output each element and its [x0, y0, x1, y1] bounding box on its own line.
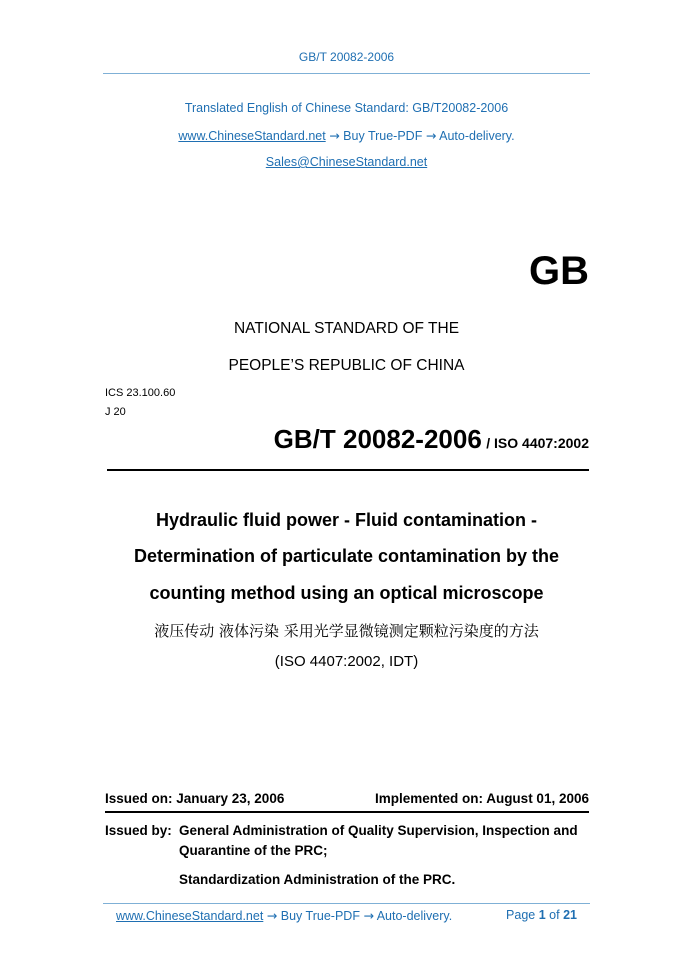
- issuer-label: Issued by:: [105, 823, 172, 838]
- iso-equivalence: (ISO 4407:2002, IDT): [274, 653, 419, 670]
- header-divider: [103, 73, 590, 74]
- page-number: 1: [538, 908, 546, 922]
- footer-delivery-text: Auto-delivery.: [376, 909, 453, 923]
- footer-divider: [103, 903, 590, 904]
- issuer-line-1: General Administration of Quality Supervision, Inspection and: [179, 823, 578, 838]
- standard-number-row: [274, 424, 589, 455]
- issued-date: Issued on: January 23, 2006: [105, 791, 285, 806]
- of-label: of: [549, 908, 560, 922]
- gb-logo: GB: [529, 249, 589, 293]
- issuer-line-2: Quarantine of the PRC;: [179, 843, 328, 858]
- national-line-1: NATIONAL STANDARD OF THE: [233, 320, 460, 337]
- doc-title-line-3: counting method using an optical microscope: [149, 583, 544, 603]
- issuer-line-3: Standardization Administration of the PRC.: [179, 872, 456, 887]
- arrow-right-icon: →: [425, 128, 437, 143]
- footer-buy-link[interactable]: Buy True-PDF: [280, 909, 360, 923]
- title-divider: [107, 469, 589, 471]
- arrow-right-icon: →: [266, 908, 278, 923]
- implemented-date: Implemented on: August 01, 2006: [374, 791, 589, 806]
- dates-divider: [105, 811, 589, 813]
- website-link[interactable]: www.ChineseStandard.net: [178, 129, 326, 143]
- buy-link[interactable]: Buy True-PDF: [343, 129, 423, 143]
- page-indicator: [506, 908, 577, 922]
- arrow-right-icon: →: [363, 908, 374, 923]
- email-link[interactable]: Sales@ChineseStandard.net: [265, 155, 428, 169]
- promo-links: [0, 128, 693, 143]
- ics-code: ICS 23.100.60: [105, 387, 176, 399]
- national-line-2: PEOPLE’S REPUBLIC OF CHINA: [228, 357, 465, 374]
- class-code: J 20: [105, 406, 126, 418]
- standard-number: GB/T 20082-2006: [273, 424, 482, 454]
- footer-website-link[interactable]: www.ChineseStandard.net: [116, 909, 264, 923]
- doc-title-line-1: Hydraulic fluid power - Fluid contamination -: [155, 510, 537, 530]
- doc-title-line-2: Determination of particulate contamination by the: [133, 546, 560, 566]
- delivery-text: Auto-delivery.: [439, 129, 515, 143]
- promo-line: Translated English of Chinese Standard: GB/T20082-2006: [184, 101, 509, 115]
- page-total: 21: [563, 908, 577, 922]
- header-doc-code: GB/T 20082-2006: [298, 50, 395, 64]
- page-label: Page: [506, 908, 536, 922]
- arrow-right-icon: →: [329, 128, 340, 143]
- email-row: [0, 155, 693, 169]
- doc-title-chinese: 液压传动 液体污染 采用光学显微镜测定颗粒污染度的方法: [154, 622, 539, 640]
- iso-reference: / ISO 4407:2002: [486, 435, 589, 451]
- footer-links: [116, 908, 452, 923]
